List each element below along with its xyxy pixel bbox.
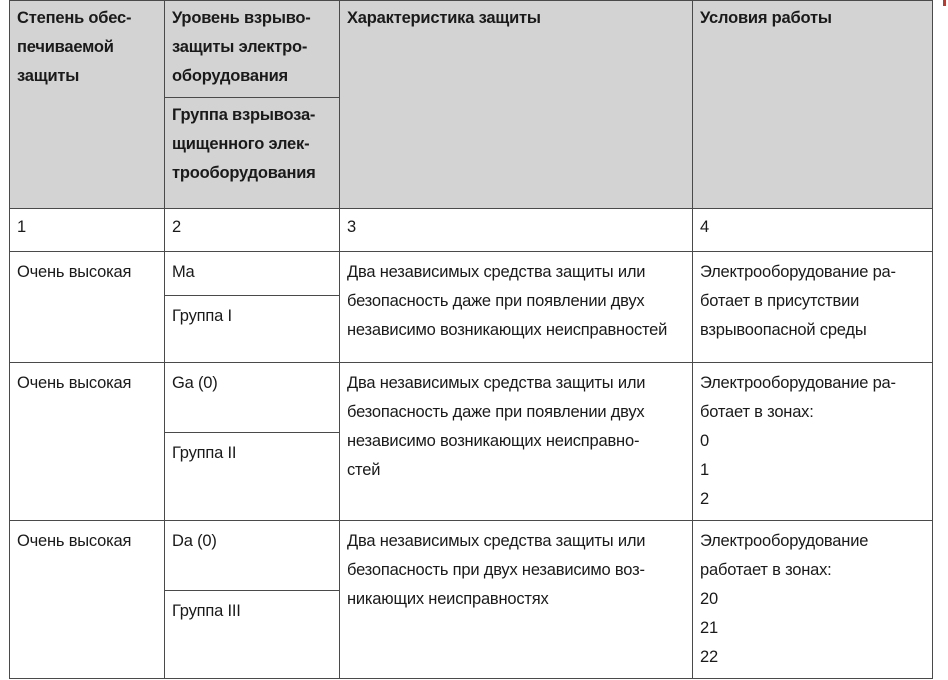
characteristic-text (347, 258, 685, 345)
text-line: работает в зонах: (700, 561, 832, 579)
number-cell: 2 (165, 209, 340, 252)
header-group (165, 98, 340, 209)
characteristic-cell (340, 363, 693, 521)
text-line: оборудования (172, 67, 288, 85)
text-line: ботает в присутствии (700, 292, 860, 310)
text-line: Уровень взрыво- (172, 9, 311, 27)
level-value: Ga (0) (165, 363, 339, 433)
header-level (165, 1, 340, 98)
conditions-text (700, 258, 925, 345)
conditions-text (700, 369, 925, 514)
header-conditions-text: Условия работы (700, 9, 832, 27)
protection-table (9, 0, 933, 679)
table-row (10, 363, 933, 521)
text-line: 20 (700, 590, 718, 608)
text-line: защиты (17, 67, 80, 85)
characteristic-cell (340, 252, 693, 363)
text-line: Степень обес- (17, 9, 132, 27)
text-line: 22 (700, 648, 718, 666)
conditions-cell (693, 252, 933, 363)
text-line: Электрооборудование ра- (700, 263, 896, 281)
conditions-cell (693, 363, 933, 521)
text-line: никающих неисправностях (347, 590, 549, 608)
text-line: 2 (700, 490, 709, 508)
text-line: Группа взрывоза- (172, 106, 316, 124)
table-row (10, 252, 933, 363)
text-line: безопасность даже при появлении двух (347, 292, 645, 310)
header-characteristic-text: Характеристика защиты (347, 9, 541, 27)
level-group-cell (165, 521, 340, 679)
header-degree (10, 1, 165, 209)
group-value: Группа III (172, 602, 241, 620)
degree-cell: Очень высокая (10, 521, 165, 679)
header-degree-text (17, 4, 157, 91)
text-line: ботает в зонах: (700, 403, 814, 421)
conditions-text (700, 527, 925, 672)
characteristic-text (347, 527, 685, 614)
text-line: Два независимых средства защиты или (347, 263, 646, 281)
header-conditions (693, 1, 933, 209)
text-line: Электрооборудование (700, 532, 869, 550)
text-line: 1 (700, 461, 709, 479)
characteristic-cell (340, 521, 693, 679)
text-line: защиты электро- (172, 38, 308, 56)
degree-cell: Очень высокая (10, 363, 165, 521)
number-cell: 3 (340, 209, 693, 252)
text-line: независимо возникающих неисправно- (347, 432, 640, 450)
group-value: Группа I (172, 307, 232, 325)
level-value: Ma (165, 252, 339, 296)
edge-mark (943, 0, 946, 6)
text-line: щищенного элек- (172, 135, 310, 153)
characteristic-text (347, 369, 685, 485)
degree-cell: Очень высокая (10, 252, 165, 363)
text-line: печиваемой (17, 38, 114, 56)
text-line: Электрооборудование ра- (700, 374, 896, 392)
number-row (10, 209, 933, 252)
text-line: стей (347, 461, 381, 479)
text-line: безопасность при двух независимо воз- (347, 561, 645, 579)
conditions-cell (693, 521, 933, 679)
text-line: трооборудования (172, 164, 316, 182)
text-line: Два независимых средства защиты или (347, 532, 646, 550)
level-value: Da (0) (165, 521, 339, 591)
header-level-text (172, 4, 332, 91)
level-group-cell (165, 252, 340, 363)
text-line: независимо возникающих неисправностей (347, 321, 668, 339)
text-line: 21 (700, 619, 718, 637)
text-line: 0 (700, 432, 709, 450)
level-group-cell (165, 363, 340, 521)
text-line: безопасность даже при появлении двух (347, 403, 645, 421)
number-cell: 4 (693, 209, 933, 252)
header-group-text (172, 101, 332, 188)
text-line: Два независимых средства защиты или (347, 374, 646, 392)
number-cell: 1 (10, 209, 165, 252)
table-row (10, 521, 933, 679)
text-line: взрывоопасной среды (700, 321, 867, 339)
header-characteristic (340, 1, 693, 209)
group-value: Группа II (172, 444, 237, 462)
